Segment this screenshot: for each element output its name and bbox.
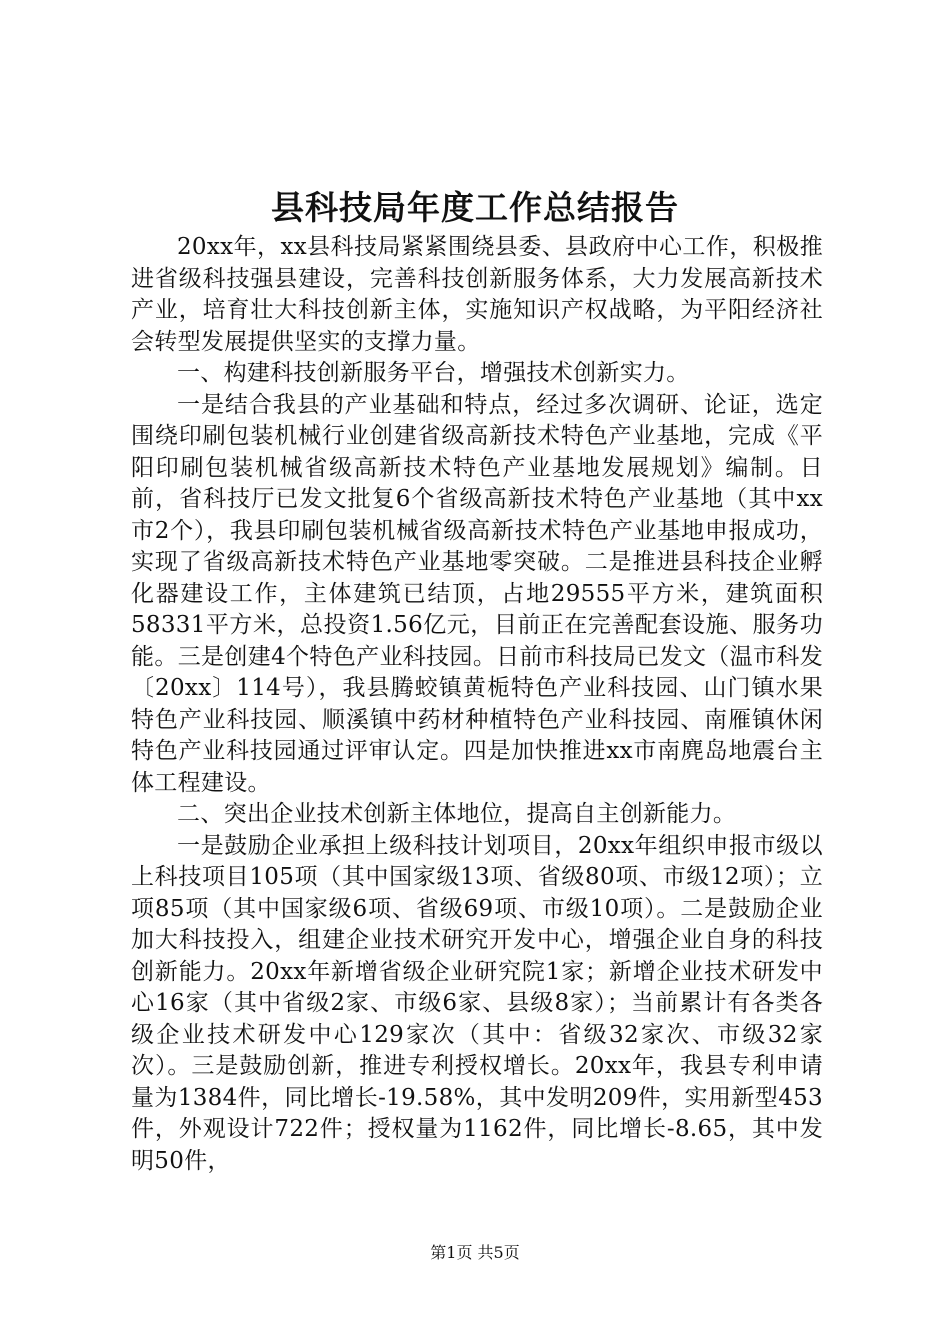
- document-body: [131, 232, 823, 1177]
- section-heading-2: 二、突出企业技术创新主体地位，提高自主创新能力。: [177, 801, 737, 827]
- paragraph-section-2: 一是鼓励企业承担上级科技计划项目，20xx年组织申报市级以上科技项目105项（其中国家级13项、省级80项、市级12项）；立项85项（其中国家级6项、省级69项、市级10项）。二是鼓励企业加大科技投入，组建企业技术研究开发中心，增强企业自身的科技创新能力。20xx年新增省级企业研究院1家；新增企业技术研发中心16家（其中省级2家、市级6家、县级8家）；当前累计有各类各级企业技术研发中心129家次（其中：省级32家次、市级32家次）。三是鼓励创新，推进专利授权增长。20xx年，我县专利申请量为1384件，同比增长-19.58%，其中发明209件，实用新型453件，外观设计722件；授权量为1162件，同比增长-8.65，其中发明50件，: [131, 832, 823, 1174]
- document-title: 县科技局年度工作总结报告: [271, 188, 679, 227]
- paragraph-section-1: 一是结合我县的产业基础和特点，经过多次调研、论证，选定围绕印刷包装机械行业创建省级高新技术特色产业基地，完成《平阳印刷包装机械省级高新技术特色产业基地发展规划》编制。日前，省科技厅已发文批复6个省级高新技术特色产业基地（其中xx市2个），我县印刷包装机械省级高新技术特色产业基地申报成功，实现了省级高新技术特色产业基地零突破。二是推进县科技企业孵化器建设工作，主体建筑已结顶，占地29555平方米，建筑面积58331平方米，总投资1.56亿元，目前正在完善配套设施、服务功能。三是创建4个特色产业科技园。日前市科技局已发文（温市科发〔20xx〕114号），我县腾蛟镇黄栀特色产业科技园、山门镇水果特色产业科技园、顺溪镇中药材种植特色产业科技园、南雁镇休闲特色产业科技园通过评审认定。四是加快推进xx市南麂岛地震台主体工程建设。: [131, 391, 823, 796]
- paragraph-intro: 20xx年，xx县科技局紧紧围绕县委、县政府中心工作，积极推进省级科技强县建设，完善科技创新服务体系，大力发展高新技术产业，培育壮大科技创新主体，实施知识产权战略，为平阳经济社会转型发展提供坚实的支撑力量。: [131, 234, 823, 355]
- page-footer: 第1页 共5页: [430, 1243, 520, 1262]
- section-heading-1: 一、构建科技创新服务平台，增强技术创新实力。: [177, 360, 690, 386]
